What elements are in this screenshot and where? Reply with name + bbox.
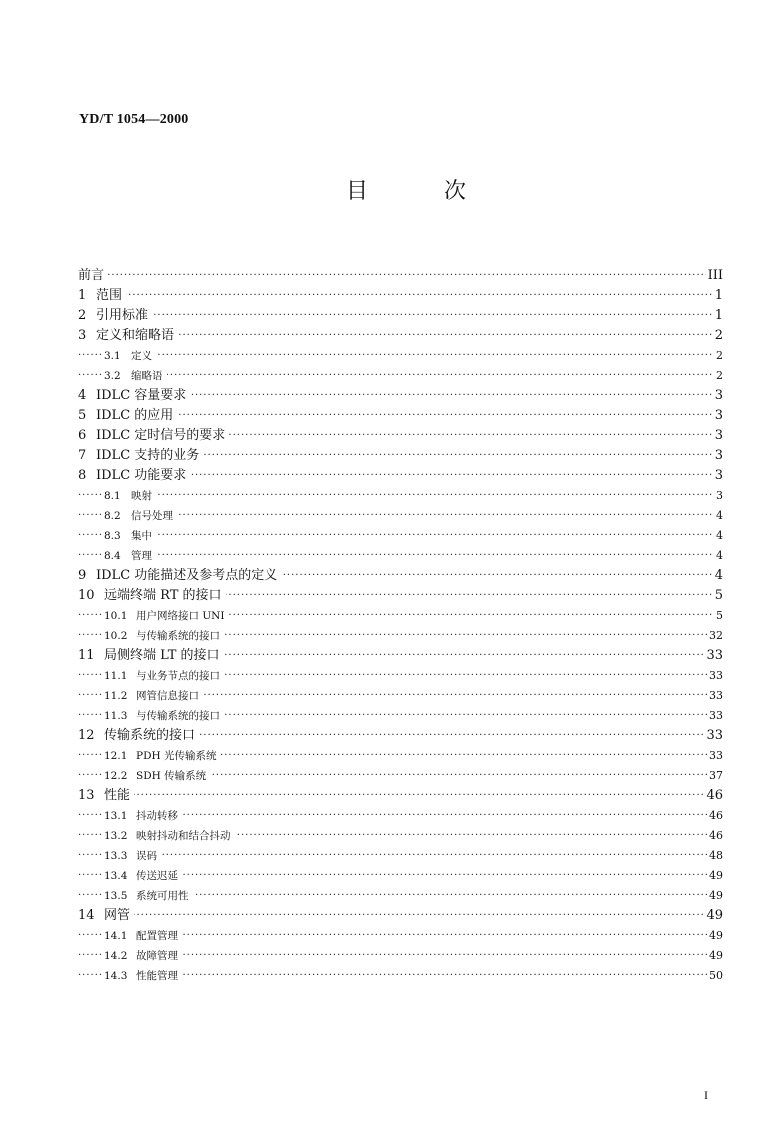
toc-entry-page: 3 — [713, 386, 723, 406]
toc-entry-title: 与传输系统的接口 — [136, 710, 220, 722]
toc-entry-title: 缩略语 — [131, 370, 163, 382]
toc-entry-number: 6 — [78, 428, 87, 443]
toc-entry-number: 13.1 — [104, 810, 128, 822]
toc-entry-page: 48 — [707, 846, 723, 866]
toc-entry-label — [104, 526, 156, 546]
toc-entry[interactable] — [78, 806, 723, 826]
toc-entry-label — [78, 726, 199, 746]
toc-entry[interactable] — [78, 266, 723, 286]
toc-entry[interactable] — [78, 866, 723, 886]
toc-entry-page: 3 — [713, 426, 723, 446]
toc-entry-label — [104, 866, 182, 886]
toc-entry-title: IDLC 定时信号的要求 — [96, 428, 226, 443]
toc-entry-page: 46 — [707, 806, 723, 826]
toc-entry-label — [78, 406, 177, 426]
toc-entry-title: 引用标准 — [96, 308, 149, 323]
toc-entry[interactable] — [78, 446, 723, 466]
toc-entry[interactable] — [78, 326, 723, 346]
toc-entry-number: 11.1 — [104, 670, 128, 682]
toc-entry-number: 5 — [78, 408, 87, 423]
toc-entry-title: 传送迟延 — [136, 870, 178, 882]
toc-entry-label — [78, 446, 203, 466]
toc-entry-title: 网管 — [104, 908, 131, 923]
toc-entry-title: 映射 — [131, 490, 152, 502]
toc-entry[interactable] — [78, 826, 723, 846]
toc-entry-title: IDLC 支持的业务 — [96, 448, 200, 463]
toc-entry-label — [104, 766, 210, 786]
toc-entry-page: III — [706, 266, 723, 286]
toc-entry-label — [104, 366, 167, 386]
toc-entry-page: 33 — [704, 726, 723, 746]
toc-entry-label — [104, 966, 182, 986]
toc-entry-number: 11.2 — [104, 690, 128, 702]
toc-entry-page: 49 — [707, 926, 723, 946]
page-number: I — [704, 1088, 708, 1102]
toc-entry-number: 8.3 — [104, 530, 121, 542]
toc-entry-number: 8.1 — [104, 490, 121, 502]
toc-entry-title: PDH 光传输系统 — [136, 750, 217, 762]
toc-entry-label — [104, 886, 193, 906]
toc-entry-number: 3.1 — [104, 350, 121, 362]
toc-entry[interactable] — [78, 306, 723, 326]
toc-entry-label — [104, 846, 161, 866]
toc-entry[interactable] — [78, 686, 723, 706]
toc-entry-label — [78, 286, 126, 306]
toc-entry-number: 10.2 — [104, 630, 128, 642]
toc-entry-label — [78, 426, 229, 446]
toc-entry[interactable] — [78, 566, 723, 586]
toc-entry[interactable] — [78, 626, 723, 646]
toc-entry-label — [104, 706, 224, 726]
toc-entry-label — [104, 926, 182, 946]
toc-entry-page: 4 — [714, 506, 723, 526]
toc-entry-page: 3 — [713, 466, 723, 486]
toc-entry-label — [78, 906, 134, 926]
toc-entry-title: 性能管理 — [136, 970, 178, 982]
toc-entry-page: 5 — [713, 586, 723, 606]
toc-entry-title: IDLC 的应用 — [96, 408, 174, 423]
toc-entry-number: 11.3 — [104, 710, 128, 722]
toc-entry-label — [104, 946, 182, 966]
toc-entry-title: 范围 — [96, 288, 123, 303]
toc-entry-title: SDH 传输系统 — [136, 770, 207, 782]
toc-entry-number: 13.4 — [104, 870, 128, 882]
toc-entry-page: 46 — [704, 786, 723, 806]
toc-entry[interactable] — [78, 786, 723, 806]
toc-entry-label — [78, 646, 224, 666]
document-code: YD/T 1054—2000 — [79, 112, 189, 127]
toc-entry-number: 12 — [78, 728, 95, 743]
toc-entry[interactable] — [78, 886, 723, 906]
toc-entry-title: IDLC 功能描述及参考点的定义 — [96, 568, 278, 583]
toc-entry[interactable] — [78, 946, 723, 966]
toc-entry-title: 用户网络接口 UNI — [136, 610, 225, 622]
toc-entry[interactable] — [78, 346, 723, 366]
toc-entry-label — [104, 626, 224, 646]
table-of-contents — [78, 266, 723, 986]
toc-entry-page: 1 — [713, 286, 723, 306]
toc-entry-page: 33 — [704, 646, 723, 666]
toc-entry-label — [78, 306, 152, 326]
toc-entry-number: 12.2 — [104, 770, 128, 782]
toc-entry-number: 7 — [78, 448, 87, 463]
toc-entry-title: 管理 — [131, 550, 152, 562]
toc-entry-label — [78, 466, 190, 486]
toc-entry-title: 局侧终端 LT 的接口 — [104, 648, 220, 663]
toc-entry-title: 配置管理 — [136, 930, 178, 942]
toc-entry-number: 14 — [78, 908, 95, 923]
toc-entry[interactable] — [78, 926, 723, 946]
toc-entry[interactable] — [78, 546, 723, 566]
toc-entry-number: 11 — [78, 648, 95, 663]
toc-entry-label — [104, 506, 177, 526]
toc-entry-title: IDLC 容量要求 — [96, 388, 187, 403]
toc-entry-label — [104, 666, 224, 686]
toc-entry[interactable] — [78, 286, 723, 306]
toc-entry-page: 2 — [714, 346, 723, 366]
toc-entry-title: 与传输系统的接口 — [136, 630, 220, 642]
toc-entry[interactable] — [78, 386, 723, 406]
toc-entry-title: 与业务节点的接口 — [136, 670, 220, 682]
toc-entry[interactable] — [78, 746, 723, 766]
toc-entry-label — [104, 546, 156, 566]
toc-entry-label — [78, 786, 134, 806]
toc-entry-number: 13.5 — [104, 890, 128, 902]
toc-entry-title: 系统可用性 — [136, 890, 189, 902]
toc-entry[interactable] — [78, 466, 723, 486]
toc-entry-page: 2 — [714, 366, 723, 386]
toc-entry-page: 49 — [707, 866, 723, 886]
title-char-2: 次 — [443, 179, 466, 204]
toc-entry-label — [104, 486, 156, 506]
toc-entry-page: 4 — [713, 566, 723, 586]
toc-entry-page: 46 — [707, 826, 723, 846]
toc-entry[interactable] — [78, 706, 723, 726]
toc-entry-title: 误码 — [136, 850, 157, 862]
toc-entry[interactable] — [78, 486, 723, 506]
toc-entry[interactable] — [78, 526, 723, 546]
toc-entry[interactable] — [78, 966, 723, 986]
title-char-1: 目 — [346, 179, 369, 204]
toc-entry-number: 2 — [78, 308, 87, 323]
toc-entry-label — [104, 806, 182, 826]
toc-entry-page: 5 — [714, 606, 723, 626]
toc-entry-label — [78, 266, 108, 286]
toc-entry-number: 3 — [78, 328, 87, 343]
toc-entry-number: 12.1 — [104, 750, 128, 762]
toc-entry-title: 抖动转移 — [136, 810, 178, 822]
toc-entry-page: 3 — [714, 486, 723, 506]
toc-entry[interactable] — [78, 586, 723, 606]
toc-entry-number: 10.1 — [104, 610, 128, 622]
toc-entry-label — [78, 586, 226, 606]
toc-entry-title: 定义和缩略语 — [96, 328, 175, 343]
toc-entry[interactable] — [78, 846, 723, 866]
toc-entry-page: 4 — [714, 546, 723, 566]
toc-entry[interactable] — [78, 606, 723, 626]
toc-entry-title: 映射抖动和结合抖动 — [136, 830, 231, 842]
toc-entry[interactable] — [78, 406, 723, 426]
toc-entry-number: 13.2 — [104, 830, 128, 842]
toc-entry[interactable] — [78, 646, 723, 666]
toc-entry-label — [104, 606, 229, 626]
toc-entry-page: 33 — [707, 746, 723, 766]
toc-entry-page: 49 — [707, 886, 723, 906]
toc-entry-page: 33 — [707, 706, 723, 726]
toc-entry[interactable] — [78, 506, 723, 526]
toc-entry-title: 网管信息接口 — [136, 690, 199, 702]
toc-entry-title: 定义 — [131, 350, 152, 362]
page-title — [346, 174, 466, 205]
toc-entry-label — [78, 326, 178, 346]
toc-entry-title: 故障管理 — [136, 950, 178, 962]
toc-entry-number: 8 — [78, 468, 87, 483]
toc-entry-page: 1 — [713, 306, 723, 326]
toc-entry-label — [104, 346, 156, 366]
toc-entry[interactable] — [78, 906, 723, 926]
toc-entry-page: 3 — [713, 446, 723, 466]
toc-entry-title: 信号处理 — [131, 510, 173, 522]
toc-entry-page: 49 — [707, 946, 723, 966]
toc-entry-number: 1 — [78, 288, 87, 303]
toc-entry-number: 9 — [78, 568, 87, 583]
toc-entry-label — [104, 826, 235, 846]
toc-entry-number: 8.4 — [104, 550, 121, 562]
toc-entry-page: 50 — [707, 966, 723, 986]
toc-entry-number: 4 — [78, 388, 87, 403]
toc-entry-title: 性能 — [104, 788, 131, 803]
toc-entry-label — [104, 746, 220, 766]
toc-entry-title: IDLC 功能要求 — [96, 468, 187, 483]
toc-entry-number: 13.3 — [104, 850, 128, 862]
toc-entry-title: 前言 — [78, 268, 105, 283]
toc-entry-page: 37 — [707, 766, 723, 786]
toc-entry[interactable] — [78, 726, 723, 746]
toc-entry-number: 14.2 — [104, 950, 128, 962]
toc-entry-label — [104, 686, 203, 706]
toc-entry-title: 远端终端 RT 的接口 — [104, 588, 222, 603]
toc-entry-title: 集中 — [131, 530, 152, 542]
toc-entry-page: 2 — [713, 326, 723, 346]
toc-entry-label — [78, 566, 281, 586]
toc-entry-page: 33 — [707, 666, 723, 686]
toc-entry-label — [78, 386, 190, 406]
toc-entry-number: 8.2 — [104, 510, 121, 522]
toc-entry-page: 4 — [714, 526, 723, 546]
toc-entry-number: 14.3 — [104, 970, 128, 982]
toc-entry[interactable] — [78, 766, 723, 786]
toc-entry-page: 3 — [713, 406, 723, 426]
toc-entry-number: 14.1 — [104, 930, 128, 942]
toc-entry-number: 10 — [78, 588, 95, 603]
toc-entry[interactable] — [78, 666, 723, 686]
toc-entry[interactable] — [78, 426, 723, 446]
toc-entry-title: 传输系统的接口 — [104, 728, 196, 743]
toc-entry-number: 3.2 — [104, 370, 121, 382]
toc-entry-page: 49 — [704, 906, 723, 926]
toc-entry-number: 13 — [78, 788, 95, 803]
toc-entry-page: 33 — [707, 686, 723, 706]
toc-entry[interactable] — [78, 366, 723, 386]
toc-entry-page: 32 — [707, 626, 723, 646]
